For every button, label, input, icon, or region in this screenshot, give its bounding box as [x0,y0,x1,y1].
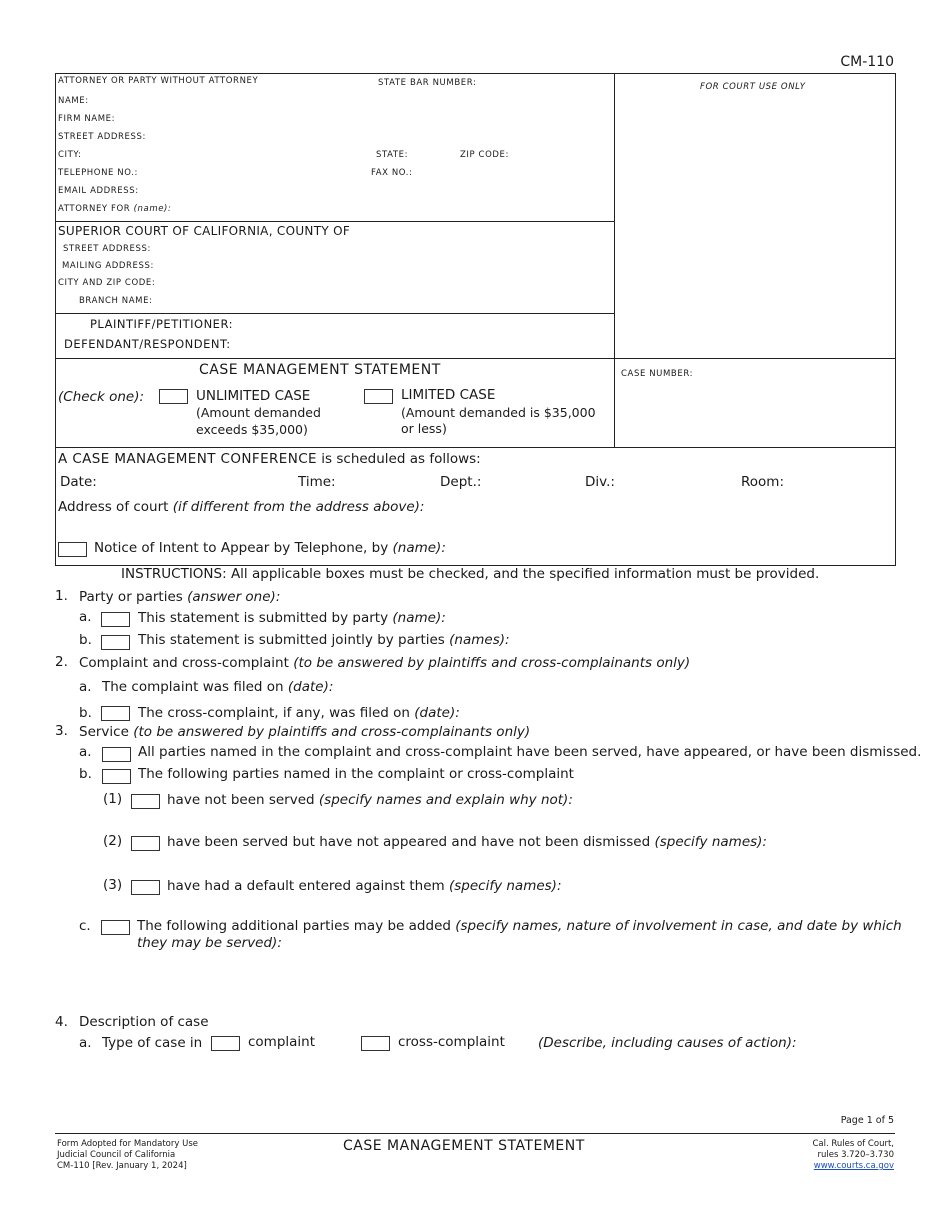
footer-rule [55,1133,895,1134]
name-label: NAME: [58,96,89,106]
item-3c-text: The following additional parties may be added (specify names, nature of involvement in case, and date by which [137,918,902,934]
divider [55,221,614,222]
item-3a-checkbox[interactable] [102,747,131,762]
caption-divider [614,73,615,447]
unlimited-case-label: UNLIMITED CASE [196,388,311,404]
check-one-label: (Check one): [58,389,145,405]
instructions: INSTRUCTIONS: All applicable boxes must be checked, and the specified information must be provided. [121,566,820,582]
item-2b-text: The cross-complaint, if any, was filed on (date): [138,705,460,721]
email-label: EMAIL ADDRESS: [58,186,139,196]
cross-complaint-checkbox[interactable] [361,1036,390,1051]
item-letter: b. [79,766,92,782]
item-letter: a. [79,679,92,695]
courts-website-link[interactable]: www.courts.ca.gov [813,1161,894,1171]
court-city-zip-label: CITY AND ZIP CODE: [58,278,156,288]
conference-intro: A CASE MANAGEMENT CONFERENCE is scheduled as follows: [58,451,481,467]
attorney-for-label: ATTORNEY FOR (name): [58,204,172,214]
item-4-title: Description of case [79,1014,209,1030]
court-street-label: STREET ADDRESS: [63,244,151,254]
item-3b1-checkbox[interactable] [131,794,160,809]
attorney-label: ATTORNEY OR PARTY WITHOUT ATTORNEY [58,76,259,86]
court-branch-label: BRANCH NAME: [79,296,153,306]
item-3b-checkbox[interactable] [102,769,131,784]
plaintiff-label: PLAINTIFF/PETITIONER: [90,317,233,331]
item-2a-text: The complaint was filed on (date): [102,679,334,695]
city-label: CITY: [58,150,82,160]
form-number: CM-110 [840,54,894,70]
zip-code-label: ZIP CODE: [460,150,509,160]
item-1a-checkbox[interactable] [101,612,130,627]
item-4a-text: Type of case in [102,1035,203,1051]
item-3b2-text: have been served but have not appeared and have not been dismissed (specify names): [167,834,767,850]
telephone-appearance-label: Notice of Intent to Appear by Telephone, by (name): [94,540,446,556]
div-label: Div.: [585,474,615,490]
item-3-title: Service (to be answered by plaintiffs and cross-complainants only) [79,724,531,740]
item-1b-text: This statement is submitted jointly by parties (names): [138,632,510,648]
item-number: 4. [55,1014,68,1030]
limited-case-label: LIMITED CASE [401,387,496,403]
state-label: STATE: [376,150,409,160]
item-letter: a. [79,744,92,760]
footer-title: CASE MANAGEMENT STATEMENT [343,1138,585,1154]
item-number: 1. [55,588,68,604]
unlimited-case-checkbox[interactable] [159,389,188,404]
complaint-checkbox[interactable] [211,1036,240,1051]
item-3b3-text: have had a default entered against them (specify names): [167,878,562,894]
divider [55,358,895,359]
unlimited-case-note: exceeds $35,000) [196,422,308,437]
item-1a-text: This statement is submitted by party (name): [138,610,446,626]
limited-case-note: (Amount demanded is $35,000 [401,405,596,420]
item-3b1-text: have not been served (specify names and explain why not): [167,792,573,808]
sub-item-number: (2) [103,833,123,849]
page-number: Page 1 of 5 [840,1115,894,1126]
form-adopted-note: Form Adopted for Mandatory Use Judicial Council of California CM-110 [Rev. January 1, 2024] [57,1139,198,1171]
sub-item-number: (3) [103,877,123,893]
rules-reference: Cal. Rules of Court, rules 3.720–3.730 www.courts.ca.gov [812,1139,894,1171]
item-letter: b. [79,705,92,721]
complaint-label: complaint [248,1034,316,1050]
court-mailing-label: MAILING ADDRESS: [62,261,154,271]
limited-case-note: or less) [401,421,447,436]
caption-title: CASE MANAGEMENT STATEMENT [199,362,441,378]
telephone-appearance-checkbox[interactable] [58,542,87,557]
telephone-label: TELEPHONE NO.: [58,168,138,178]
firm-name-label: FIRM NAME: [58,114,116,124]
item-3b-text: The following parties named in the complaint or cross-complaint [138,766,574,782]
fax-label: FAX NO.: [371,168,413,178]
room-label: Room: [741,474,784,490]
divider [55,313,614,314]
item-3a-text: All parties named in the complaint and cross-complaint have been served, have appeared, or have been dismissed. [138,744,922,760]
unlimited-case-note: (Amount demanded [196,405,321,420]
court-address-label: Address of court (if different from the address above): [58,499,425,515]
limited-case-checkbox[interactable] [364,389,393,404]
defendant-label: DEFENDANT/RESPONDENT: [64,337,231,351]
item-2-title: Complaint and cross-complaint (to be answered by plaintiffs and cross-complainants only) [79,655,691,671]
item-2b-checkbox[interactable] [101,706,130,721]
court-title: SUPERIOR COURT OF CALIFORNIA, COUNTY OF [58,224,351,238]
item-1-title: Party or parties (answer one): [79,589,281,605]
item-3c-checkbox[interactable] [101,920,130,935]
sub-item-number: (1) [103,791,123,807]
item-letter: a. [79,1035,92,1051]
item-letter: a. [79,609,92,625]
item-letter: c. [79,918,91,934]
item-3b2-checkbox[interactable] [131,836,160,851]
item-3b3-checkbox[interactable] [131,880,160,895]
item-number: 2. [55,654,68,670]
item-number: 3. [55,723,68,739]
cross-complaint-label: cross-complaint [398,1034,505,1050]
state-bar-label: STATE BAR NUMBER: [378,78,477,88]
item-1b-checkbox[interactable] [101,635,130,650]
item-letter: b. [79,632,92,648]
item-3c-text-cont: they may be served): [137,935,282,951]
date-label: Date: [60,474,97,490]
court-use-label: FOR COURT USE ONLY [700,82,806,92]
item-4a-hint: (Describe, including causes of action): [538,1035,797,1051]
dept-label: Dept.: [440,474,482,490]
time-label: Time: [298,474,336,490]
case-number-label: CASE NUMBER: [621,369,694,379]
street-address-label: STREET ADDRESS: [58,132,146,142]
